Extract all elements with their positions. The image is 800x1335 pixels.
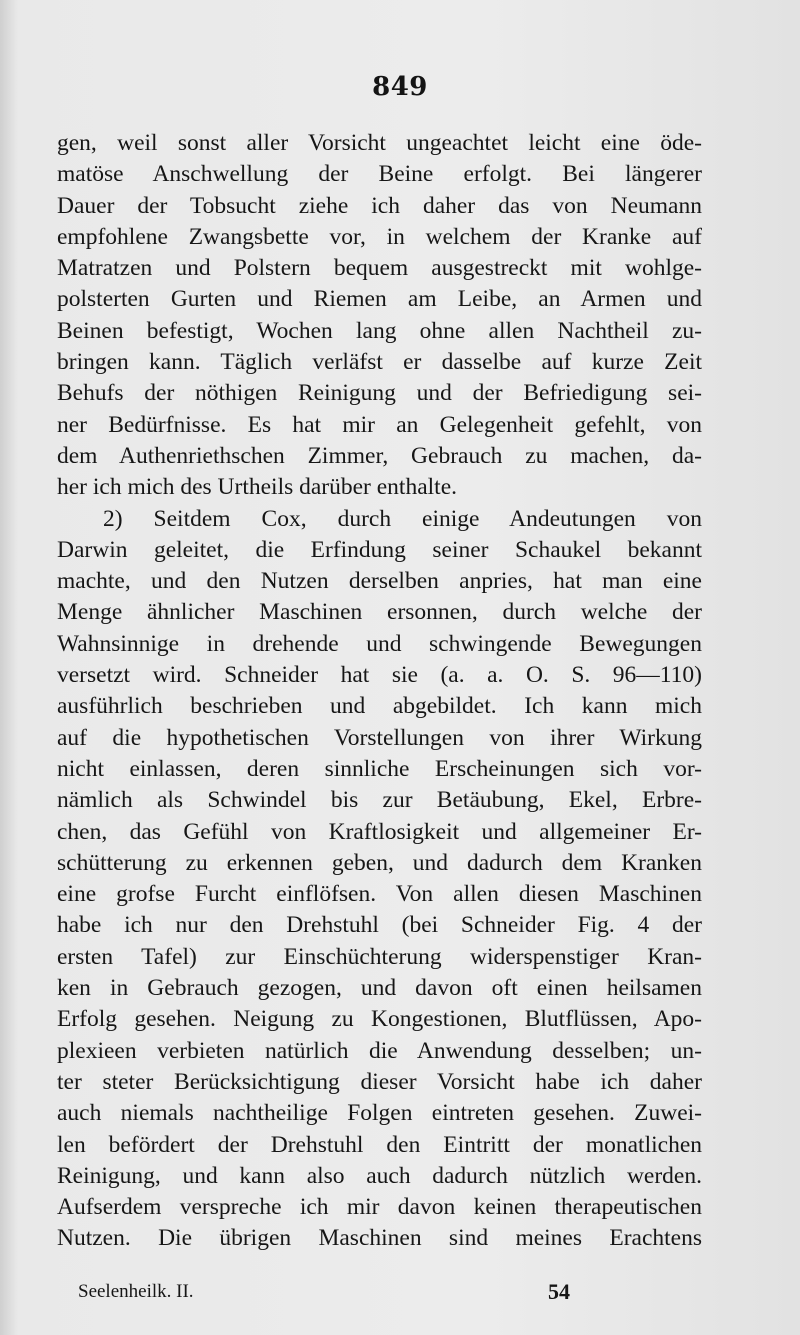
text-line: ausführlich beschrieben und abgebildet. Ich kann mich xyxy=(57,693,702,720)
text-line: ersten Tafel) zur Einschüchterung widerspenstiger Kran- xyxy=(57,943,702,970)
text-line: schütterung zu erkennen geben, und dadurch dem Kranken xyxy=(57,849,702,876)
signature-mark: Seelenheilk. II. xyxy=(78,1281,194,1302)
paragraph-start-line: 2) Seitdem Cox, durch einige Andeutungen von xyxy=(103,505,702,532)
text-line: Darwin geleitet, die Erfindung seiner Schaukel bekannt xyxy=(57,536,702,563)
text-line: bringen kann. Täglich verläfst er dasselbe auf kurze Zeit xyxy=(57,349,702,376)
text-line: nämlich als Schwindel bis zur Betäubung, Ekel, Erbre- xyxy=(57,787,702,814)
text-line: len befördert der Drehstuhl den Eintritt der monatlichen xyxy=(57,1131,702,1158)
text-line: Menge ähnlicher Maschinen ersonnen, durch welche der xyxy=(57,599,702,626)
page-footer xyxy=(78,1277,578,1307)
text-line: auf die hypothetischen Vorstellungen von ihrer Wirkung xyxy=(57,724,702,751)
text-line: Nutzen. Die übrigen Maschinen sind meines Erachtens xyxy=(57,1225,702,1252)
text-line: Wahnsinnige in drehende und schwingende Bewegungen xyxy=(57,630,702,657)
text-line: ter steter Berücksichtigung dieser Vorsicht habe ich daher xyxy=(57,1068,702,1095)
text-line: Reinigung, und kann also auch dadurch nützlich werden. xyxy=(57,1162,702,1189)
text-line: versetzt wird. Schneider hat sie (a. a. O. S. 96—110) xyxy=(57,662,702,689)
text-line: habe ich nur den Drehstuhl (bei Schneider Fig. 4 der xyxy=(57,912,702,939)
text-line: polsterten Gurten und Riemen am Leibe, an Armen und xyxy=(57,286,702,313)
text-line: machte, und den Nutzen derselben anpries, hat man eine xyxy=(57,568,702,595)
text-line: Aufserdem verspreche ich mir davon keinen therapeutischen xyxy=(57,1194,702,1221)
text-line: dem Authenriethschen Zimmer, Gebrauch zu machen, da- xyxy=(57,442,702,469)
text-line: auch niemals nachtheilige Folgen eintreten gesehen. Zuwei- xyxy=(57,1100,702,1127)
text-line: Erfolg gesehen. Neigung zu Kongestionen, Blutflüssen, Apo- xyxy=(57,1006,702,1033)
text-line: nicht einlassen, deren sinnliche Erscheinungen sich vor- xyxy=(57,755,702,782)
page-number: 849 xyxy=(372,72,428,102)
text-line: Beinen befestigt, Wochen lang ohne allen Nachtheil zu- xyxy=(57,317,702,344)
text-line: matöse Anschwellung der Beine erfolgt. Bei längerer xyxy=(57,161,702,188)
text-line: ken in Gebrauch gezogen, und davon oft einen heilsamen xyxy=(57,975,702,1002)
text-line: Dauer der Tobsucht ziehe ich daher das von Neumann xyxy=(57,192,702,219)
body-text xyxy=(57,128,702,1255)
sheet-number: 54 xyxy=(548,1279,570,1304)
text-line: empfohlene Zwangsbette vor, in welchem der Kranke auf xyxy=(57,223,702,250)
text-line: ner Bedürfnisse. Es hat mir an Gelegenheit gefehlt, von xyxy=(57,411,702,438)
text-line: Matratzen und Polstern bequem ausgestreckt mit wohlge- xyxy=(57,255,702,282)
text-line: Behufs der nöthigen Reinigung und der Befriedigung sei- xyxy=(57,380,702,407)
paragraph-end-line: her ich mich des Urtheils darüber enthalte. xyxy=(57,474,458,501)
text-line: gen, weil sonst aller Vorsicht ungeachtet leicht eine öde- xyxy=(57,130,702,156)
text-line: plexieen verbieten natürlich die Anwendung desselben; un- xyxy=(57,1037,702,1064)
text-line: chen, das Gefühl von Kraftlosigkeit und allgemeiner Er- xyxy=(57,818,702,845)
text-line: eine grofse Furcht einflöfsen. Von allen diesen Maschinen xyxy=(57,881,702,908)
